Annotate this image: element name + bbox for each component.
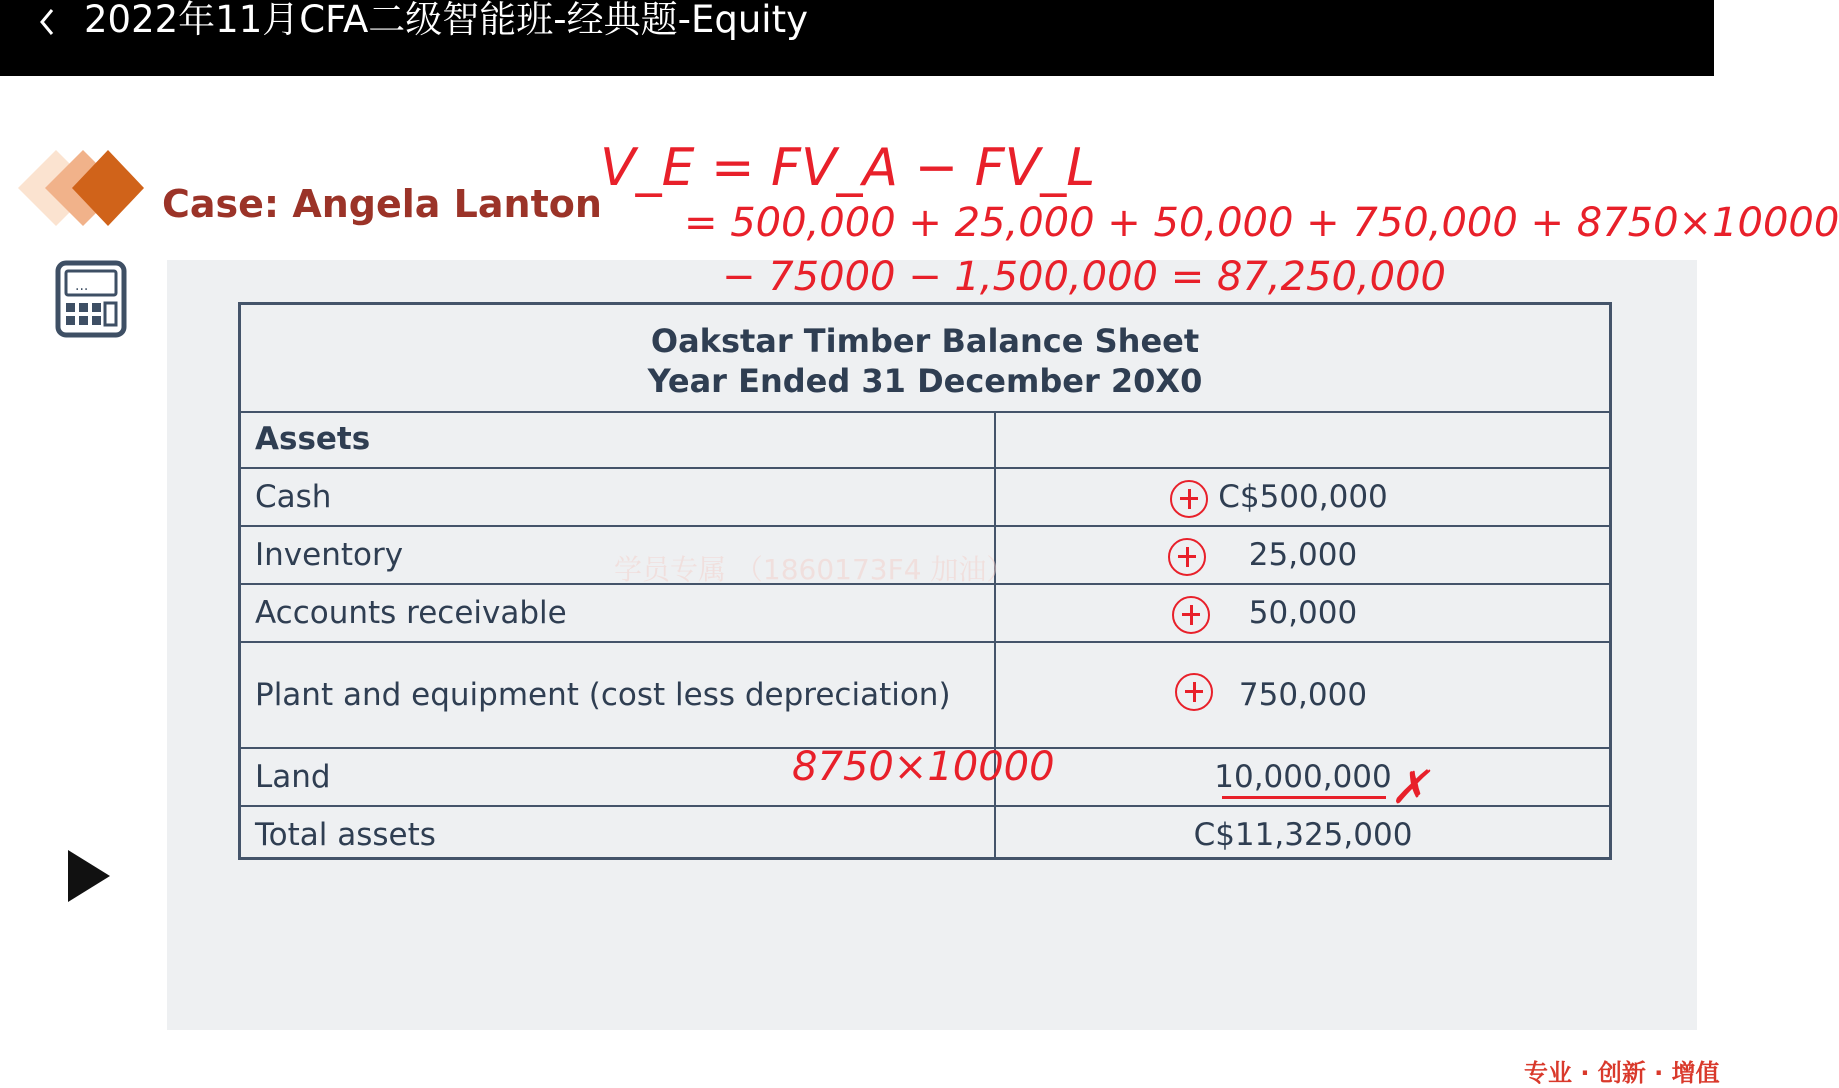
annotation-land-note: 8750×10000 xyxy=(792,744,1055,790)
calculator-icon xyxy=(55,260,127,338)
table-row xyxy=(241,807,1609,863)
calculator-button[interactable] xyxy=(55,260,127,343)
plus-circle-icon xyxy=(1175,673,1213,711)
table-row xyxy=(241,643,1609,749)
row-value: C$500,000 xyxy=(1218,479,1388,515)
table-row-assets xyxy=(241,411,1609,469)
annotation-formula: V_E = FV_A − FV_L xyxy=(600,138,1096,198)
row-value: C$11,325,000 xyxy=(1193,817,1413,853)
plus-circle-icon xyxy=(1168,538,1206,576)
cross-mark: ✗ xyxy=(1390,761,1429,813)
chevron-left-icon xyxy=(30,2,66,42)
plus-circle-icon xyxy=(1170,480,1208,518)
course-title: 2022年11月CFA二级智能班-经典题-Equity xyxy=(84,0,808,41)
row-label: Total assets xyxy=(255,817,436,853)
section-label: Assets xyxy=(255,421,371,457)
table-header xyxy=(241,305,1609,413)
play-icon xyxy=(68,850,112,902)
annotation-sum: = 500,000 + 25,000 + 50,000 + 750,000 + 8750×10000 xyxy=(684,200,1839,246)
title-bar xyxy=(0,0,1714,76)
annotation-result: − 75000 − 1,500,000 = 87,250,000 xyxy=(722,254,1446,300)
row-label: Land xyxy=(255,759,331,795)
play-button[interactable] xyxy=(68,850,112,907)
row-label: Cash xyxy=(255,479,332,515)
logo-diamonds-icon xyxy=(18,150,148,236)
row-value: 25,000 xyxy=(1248,537,1358,573)
row-value: 750,000 xyxy=(1238,677,1368,713)
red-underline xyxy=(1222,796,1386,799)
table-row xyxy=(241,585,1609,643)
back-button[interactable] xyxy=(30,2,66,42)
svg-text:...: ... xyxy=(75,278,89,294)
table-subtitle: Year Ended 31 December 20X0 xyxy=(647,362,1203,400)
table-row xyxy=(241,469,1609,527)
row-label: Plant and equipment (cost less depreciation) xyxy=(255,677,951,713)
table-title: Oakstar Timber Balance Sheet xyxy=(650,322,1200,360)
brand-slogan: 专业 · 创新 · 增值 xyxy=(1524,1059,1720,1087)
row-label: Inventory xyxy=(255,537,404,573)
row-label: Accounts receivable xyxy=(255,595,567,631)
plus-circle-icon xyxy=(1172,596,1210,634)
row-value: 10,000,000 xyxy=(1214,759,1392,795)
watermark: 学员专属 （1860173F4 加油） xyxy=(614,553,1015,586)
row-value: 50,000 xyxy=(1248,595,1358,631)
case-title: Case: Angela Lanton xyxy=(162,182,602,226)
